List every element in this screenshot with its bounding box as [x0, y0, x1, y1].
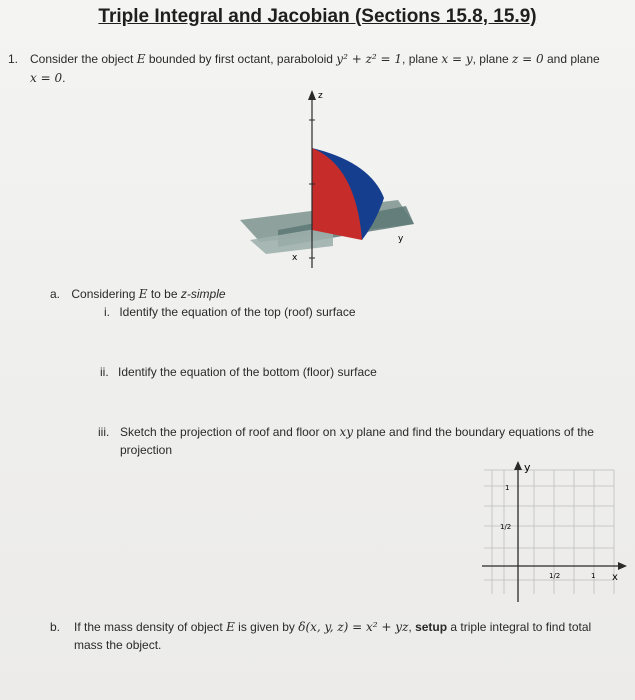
- y-tick-label: 1: [505, 484, 510, 492]
- math-plane-x-y: x = y: [441, 52, 473, 66]
- text-segment: If the mass density of object: [74, 620, 227, 634]
- math-var: E: [138, 287, 148, 301]
- math-var: E: [136, 52, 146, 66]
- y-tick-label: 1/2: [500, 523, 512, 531]
- sub-number: i.: [104, 305, 110, 319]
- text-segment: , plane: [472, 52, 513, 66]
- part-a: [50, 285, 226, 303]
- math-plane-z: z = 0: [512, 52, 544, 66]
- text-segment: plane and find the boundary equations of the projection: [120, 425, 594, 457]
- x-axis-label: x: [292, 253, 298, 263]
- text-segment: to be: [147, 287, 181, 301]
- sub-text: Identify the equation of the bottom (floor) surface: [118, 365, 377, 379]
- part-a-i: [104, 303, 356, 321]
- text-segment: Consider the object: [30, 52, 137, 66]
- solid-figure: [238, 82, 416, 274]
- z-axis-arrow: [308, 90, 316, 100]
- y-axis-label: y: [398, 234, 404, 244]
- x-tick-label: 1/2: [549, 572, 561, 580]
- part-b: [50, 618, 620, 654]
- text-segment: a triple integral to find total mass the object.: [74, 620, 592, 652]
- grid-y-label: y: [524, 461, 531, 474]
- text-segment: Considering: [71, 287, 139, 301]
- part-a-iii: [98, 423, 610, 459]
- math-xy: xy: [339, 425, 354, 439]
- y-axis-arrow: [514, 461, 522, 470]
- sub-number: ii.: [100, 365, 109, 379]
- text-segment: is given by: [234, 620, 299, 634]
- x-tick-label: 1: [591, 572, 596, 580]
- part-a-ii: [100, 363, 377, 381]
- page-title: Triple Integral and Jacobian (Sections 15.8, 15.9): [98, 6, 537, 27]
- text-segment: bounded by first octant, paraboloid: [145, 52, 337, 66]
- text-segment: and plane: [543, 52, 600, 66]
- part-letter: b.: [50, 620, 61, 634]
- x-axis-arrow: [618, 562, 627, 570]
- text-segment: Sketch the projection of roof and floor on: [120, 425, 340, 439]
- question-number: 1.: [8, 52, 19, 66]
- z-axis-label: z: [318, 91, 323, 101]
- math-var: E: [226, 620, 235, 634]
- projection-grid: [478, 458, 628, 604]
- text-segment: ,: [408, 620, 416, 634]
- math-density: δ(x, y, z) = x² + yz: [298, 620, 409, 634]
- math-paraboloid: y² + z² = 1: [336, 52, 403, 66]
- grid-x-label: x: [612, 572, 618, 583]
- math-plane-x: x = 0: [30, 71, 63, 85]
- text-segment: , plane: [402, 52, 442, 66]
- sub-number: iii.: [98, 425, 110, 439]
- setup-keyword: setup: [415, 620, 448, 634]
- sub-text: Identify the equation of the top (roof) surface: [119, 305, 356, 319]
- simple-type: z-simple: [180, 287, 226, 301]
- text-segment: .: [62, 71, 66, 85]
- part-letter: a.: [50, 287, 61, 301]
